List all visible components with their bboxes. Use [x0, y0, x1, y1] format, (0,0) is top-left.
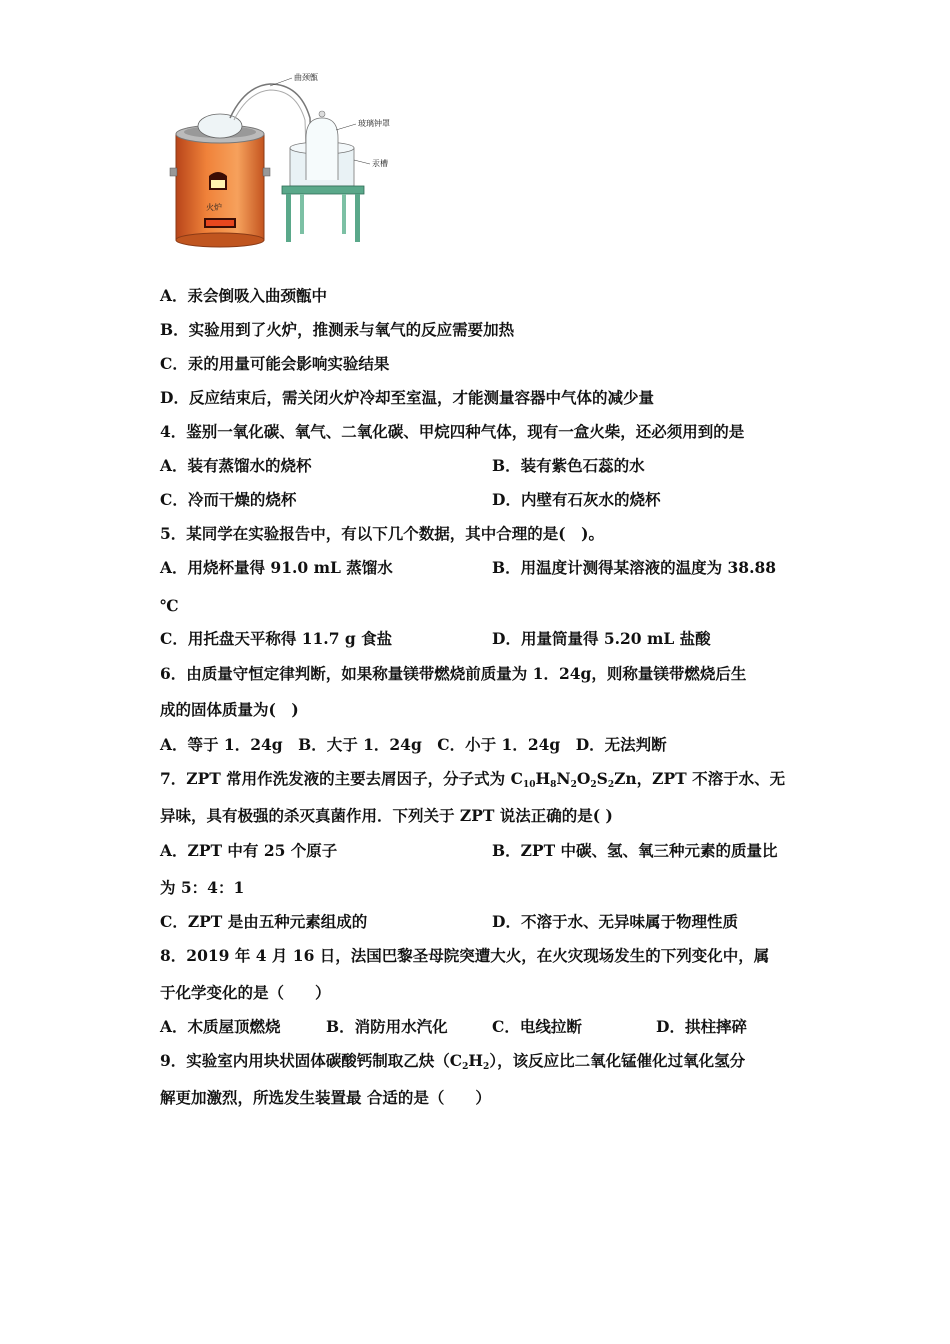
- lavoisier-apparatus-figure: [160, 68, 410, 248]
- q6-stem-line1: 6．由质量守恒定律判断，如果称量镁带燃烧前质量为 1．24g，则称量镁带燃烧后生: [160, 664, 747, 683]
- q4-option-a: A．装有蒸馏水的烧杯: [160, 456, 312, 475]
- q7-option-b: B．ZPT 中碳、氢、氧三种元素的质量比: [492, 841, 778, 860]
- q8-option-c: C．电线拉断: [492, 1017, 582, 1036]
- q8-option-b: B．消防用水汽化: [326, 1017, 448, 1036]
- q5-option-b-unit: ℃: [160, 596, 179, 615]
- q8-stem-line2: 于化学变化的是（ ）: [160, 983, 331, 1002]
- q7-stem-post: ，ZPT 不溶于水、无: [636, 769, 786, 788]
- q5-option-b: B．用温度计测得某溶液的温度为 38.88: [492, 558, 777, 577]
- q4-option-c: C．冷而干燥的烧杯: [160, 490, 297, 509]
- q7-option-d: D．不溶于水、无异味属于物理性质: [492, 912, 738, 931]
- q4-option-d: D．内壁有石灰水的烧杯: [492, 490, 661, 509]
- q3-option-d: D．反应结束后，需关闭火炉冷却至室温，才能测量容器中气体的减少量: [160, 388, 654, 407]
- bell-jar-label: 玻璃钟罩: [358, 119, 390, 128]
- q8-stem-line1: 8．2019 年 4 月 16 日，法国巴黎圣母院突遭大火，在火灾现场发生的下列变化中，属: [160, 946, 770, 965]
- furnace-label: 火炉: [206, 203, 222, 212]
- q5-option-c: C．用托盘天平称得 11.7 g 食盐: [160, 629, 393, 648]
- q6-options: A．等于 1．24g B．大于 1．24g C．小于 1．24g D．无法判断: [160, 735, 667, 754]
- trough-label: 汞槽: [372, 159, 388, 168]
- q7-stem-line2: 异味，具有极强的杀灭真菌作用．下列关于 ZPT 说法正确的是( ): [160, 806, 613, 825]
- q6-stem-line2: 成的固体质量为( ): [160, 700, 299, 719]
- q8-option-a: A．木质屋顶燃烧: [160, 1017, 281, 1036]
- q8-option-d: D．拱柱摔碎: [656, 1017, 747, 1036]
- q7-option-a: A．ZPT 中有 25 个原子: [160, 841, 338, 860]
- q7-formula: $C_{10}H_8N_2O_2S_2Zn$: [510, 769, 637, 790]
- q4-stem: 4．鉴别一氧化碳、氧气、二氧化碳、甲烷四种气体，现有一盒火柴，还必须用到的是: [160, 422, 745, 441]
- q7-option-c: C．ZPT 是由五种元素组成的: [160, 912, 368, 931]
- q7-stem-pre: 7．ZPT 常用作洗发液的主要去屑因子，分子式为: [160, 769, 511, 788]
- q4-option-b: B．装有紫色石蕊的水: [492, 456, 645, 475]
- q9-stem-line1: 9．实验室内用块状固体碳酸钙制取乙炔$(C_2H_2)$，该反应比二氧化锰催化过氧化氢分: [160, 1051, 746, 1072]
- q5-stem: 5．某同学在实验报告中，有以下几个数据，其中合理的是( )。: [160, 524, 604, 543]
- retort-label: 曲颈甑: [294, 73, 318, 82]
- q3-option-a: A．汞会倒吸入曲颈甑中: [160, 286, 328, 305]
- q3-option-b: B．实验用到了火炉，推测汞与氧气的反应需要加热: [160, 320, 515, 339]
- q5-option-d: D．用量筒量得 5.20 mL 盐酸: [492, 629, 711, 648]
- q9-stem-line2: 解更加激烈，所选发生装置最 合适的是（ ）: [160, 1088, 491, 1107]
- q7-option-b-cont: 为 5：4：1: [160, 878, 245, 897]
- q7-stem-line1: [160, 769, 785, 795]
- q3-option-c: C．汞的用量可能会影响实验结果: [160, 354, 390, 373]
- q5-option-a: A．用烧杯量得 91.0 mL 蒸馏水: [160, 558, 393, 577]
